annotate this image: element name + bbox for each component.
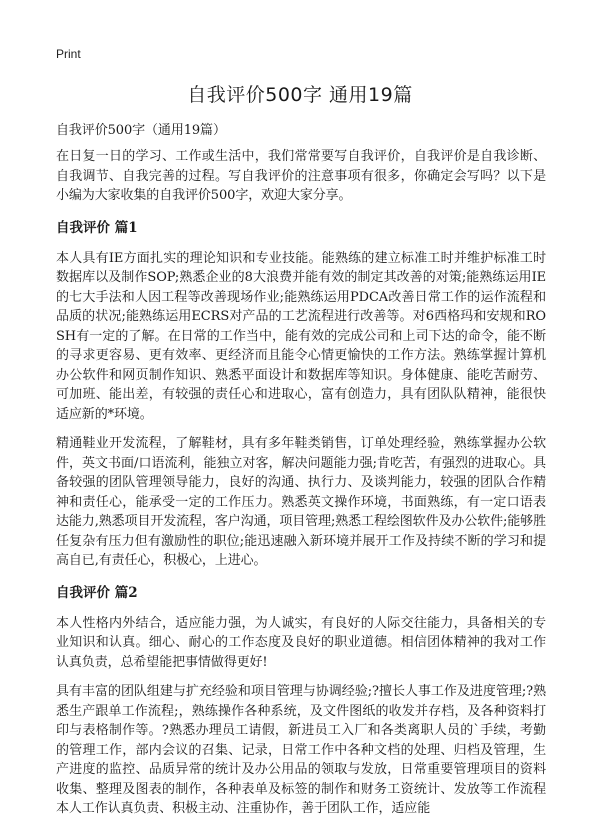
page-subtitle: 自我评价500字（通用19篇） [56, 123, 226, 138]
section-paragraph: 本人性格内外结合，适应能力强，为人诚实，有良好的人际交往能力，具备相关的专业知识和认真。细心、耐心的工作态度及良好的职业道德。相信团体精神的我对工作认真负责，总希望能把事情做得更好! [56, 615, 546, 670]
article-body [56, 147, 546, 829]
intro-paragraph: 在日复一日的学习、工作或生活中，我们常常要写自我评价，自我评价是自我诊断、自我调节、自我完善的过程。写自我评价的注意事项有很多，你确定会写吗？以下是小编为大家收集的自我评价500字，欢迎大家分享。 [56, 149, 546, 203]
print-link[interactable]: Print [56, 47, 81, 61]
section-paragraph: 具有丰富的团队组建与扩充经验和项目管理与协调经验;?擅长人事工作及进度管理;?熟悉生产跟单工作流程;，熟练操作各种系统，及文件图纸的收发并存档，及各种资料打印与表格制作等。?熟悉办理员工请假，新进员工入厂和各类离职人员的`手续，考勤的管理工作，部内会议的召集、记录，日常工作中各种文档的处理、归档及管理，生产进度的监控、品质异常的统计及办公用品的领取与发放，日常重要管理项目的资料收集、整理及图表的制作，各种表单及标签的制作和财务工资统计、发放等工作流程本人工作认真负责、积极主动、注重协作，善于团队工作，适应能 [56, 684, 546, 816]
section-paragraph: 精通鞋业开发流程，了解鞋材，具有多年鞋类销售，订单处理经验，熟练掌握办公软件，英文书面/口语流利，能独立对客，解决问题能力强;肯吃苦，有强烈的进取心。具备较强的团队管理领导能力，良好的沟通、执行力、及谈判能力，较强的团队合作精神和责任心，能承受一定的工作压力。熟悉英文操作环境，书面熟练，有一定口语表达能力,熟悉项目开发流程，客户沟通，项目管理;熟悉工程绘图软件及办公软件;能够胜任复杂有压力但有激励性的职位;能迅速融入新环境并展开工作及持续不断的学习和提高自已,有责任心，积极心，上进心。 [56, 436, 546, 568]
section-paragraph: 本人具有IE方面扎实的理论知识和专业技能。能熟练的建立标准工时并维护标准工时数据库以及制作SOP;熟悉企业的8大浪费并能有效的制定其改善的对策;能熟练运用IE的七大手法和人因工程等改善现场作业;能熟练运用PDCA改善日常工作的运作流程和品质的状况;能熟练运用ECRS对产品的工艺流程进行改善等。对6西格玛和安规和ROSH有一定的了解。在日常的工作当中，能有效的完成公司和上司下达的命令，能不断的寻求更容易、更有效率、更经济而且能令心情更愉快的工作方法。熟练掌握计算机办公软件和网页制作知识、熟悉平面设计和数据库等知识。身体健康、能吃苦耐劳、可加班、能出差，有较强的责任心和进取心，富有创造力，具有团队队精神，能很快适应新的*环境。 [56, 250, 546, 422]
section-heading: 自我评价 篇1 [56, 219, 138, 236]
section-heading: 自我评价 篇2 [56, 584, 138, 601]
page-title: 自我评价500字 通用19篇 [187, 84, 413, 106]
